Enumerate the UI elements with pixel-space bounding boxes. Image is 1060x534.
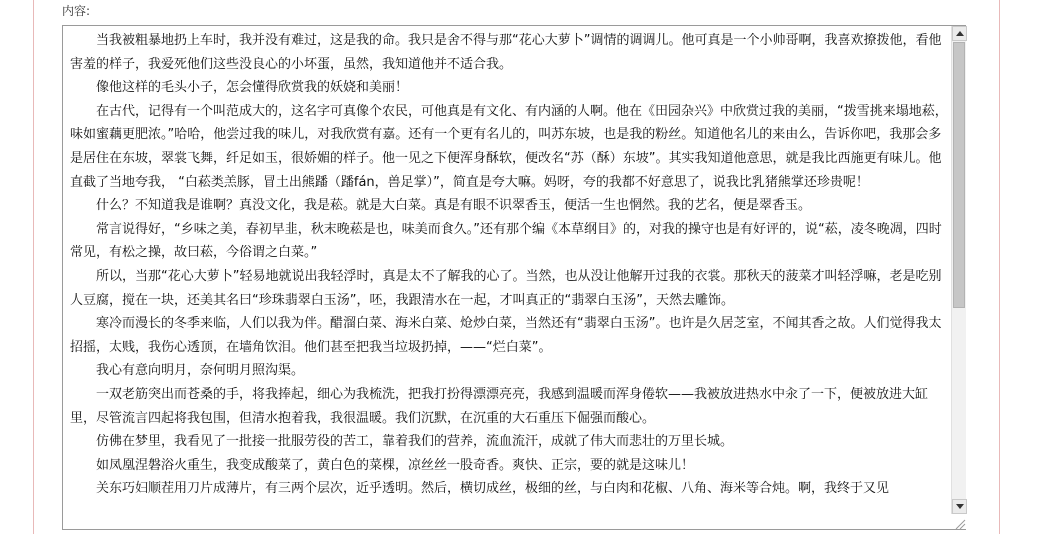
content-field-label: 内容:: [62, 4, 91, 18]
paragraph: 寒冷而漫长的冬季来临，人们以我为伴。醋溜白菜、海米白菜、炝炒白菜，当然还有“翡翠白玉汤”。也许是久居芝室，不闻其香之故。人们觉得我太招摇，太贱，我伤心透顶，在墙角饮泪。他们甚至把我当垃圾扔掉，——“烂白菜”。: [70, 316, 942, 355]
arrow-up-icon: [956, 31, 964, 36]
paragraph: 如凤凰涅磐浴火重生，我变成酸菜了，黄白色的菜棵，凉丝丝一股奇香。爽快、正宗，要的就是这味儿！: [96, 457, 695, 473]
paragraph: 在古代，记得有一个叫范成大的，这名字可真像个农民，可他真是有文化、有内涵的人啊。他在《田园杂兴》中欣赏过我的美丽，“拨雪挑来塌地菘，味如蜜藕更肥浓。”哈哈，他尝过我的味儿，对我欣赏有嘉。还有一个更有名儿的，叫苏东坡，也是我的粉丝。知道他名儿的来由么，告诉你吧，我那会多是居住在东坡，翠裳飞舞，纤足如玉，很娇媚的样子。他一见之下便浑身酥软，便改名“苏（酥）东坡”。其实我知道他意思，就是我比西施更有味儿。他直截了当地夸我， “白菘类羔豚，冒土出熊蹯（蹯fán，兽足掌）”，简直是夸大嘛。妈呀，夸的我都不好意思了，说我比乳猪熊掌还珍贵呢！: [70, 103, 948, 190]
paragraph: 当我被粗暴地扔上车时，我并没有难过，这是我的命。我只是舍不得与那“花心大萝卜”调情的调调儿。他可真是一个小帅哥啊，我喜欢撩拨他，看他害羞的样子，我爱死他们这些没良心的小坏蛋，虽然，我知道他并不适合我。: [70, 33, 942, 72]
paragraph: 所以，当那“花心大萝卜”轻易地就说出我轻浮时，真是太不了解我的心了。当然，也从没让他解开过我的衣裳。那秋天的菠菜才叫轻浮嘛，老是吃别人豆腐，搅在一块，还美其名曰“珍珠翡翠白玉汤”，呸，我跟清水在一起，才叫真正的“翡翠白玉汤”，天然去雕饰。: [70, 268, 942, 308]
paragraph: 关东巧妇顺茬用刀片成薄片，有三两个层次，近乎透明。然后，横切成丝，极细的丝，与白肉和花椒、八角、海米等合炖。啊，我终于又见: [96, 481, 890, 497]
paragraph: 一双老筋突出而苍桑的手，将我捧起，细心为我梳洗，把我打扮得漂漂亮亮，我感到温暖而浑身倦软——我被放进热水中汆了一下，便被放进大缸里，尽管流言四起将我包围，但清水抱着我，我很温暖。我们沉默，在沉重的大石重压下倔强而酸心。: [70, 386, 929, 426]
scroll-down-button[interactable]: [952, 499, 967, 514]
vertical-scrollbar[interactable]: [951, 26, 966, 514]
paragraph: 像他这样的毛头小子，怎会懂得欣赏我的妖娆和美丽！: [96, 80, 409, 96]
paragraph: 什么？不知道我是谁啊？真没文化，我是菘。就是大白菜。真是有眼不识翠香玉，便活一生也惘然。我的艺名，便是翠香玉。: [96, 198, 812, 214]
scrollbar-thumb[interactable]: [953, 42, 965, 308]
page-left-border: [33, 0, 34, 534]
arrow-down-icon: [956, 504, 964, 509]
content-text[interactable]: [70, 29, 951, 501]
paragraph: 我心有意向明月，奈何明月照沟渠。: [96, 363, 305, 379]
paragraph: 仿佛在梦里，我看见了一批接一批服劳役的苦工，靠着我们的营养，流血流汗，成就了伟大而悲壮的万里长城。: [96, 434, 734, 450]
resize-grip-icon[interactable]: [952, 515, 966, 530]
paragraph: 常言说得好，“乡味之美，春初早韭，秋末晚菘是也，味美而食久。”还有那个编《本草纲目》的，对我的操守也是有好评的，说“菘，凌冬晚凋，四时常见，有松之操，故曰菘，今俗谓之白菜。”: [70, 221, 942, 261]
content-textarea[interactable]: [62, 25, 966, 530]
page-right-border: [999, 0, 1000, 534]
scroll-up-button[interactable]: [952, 26, 967, 41]
